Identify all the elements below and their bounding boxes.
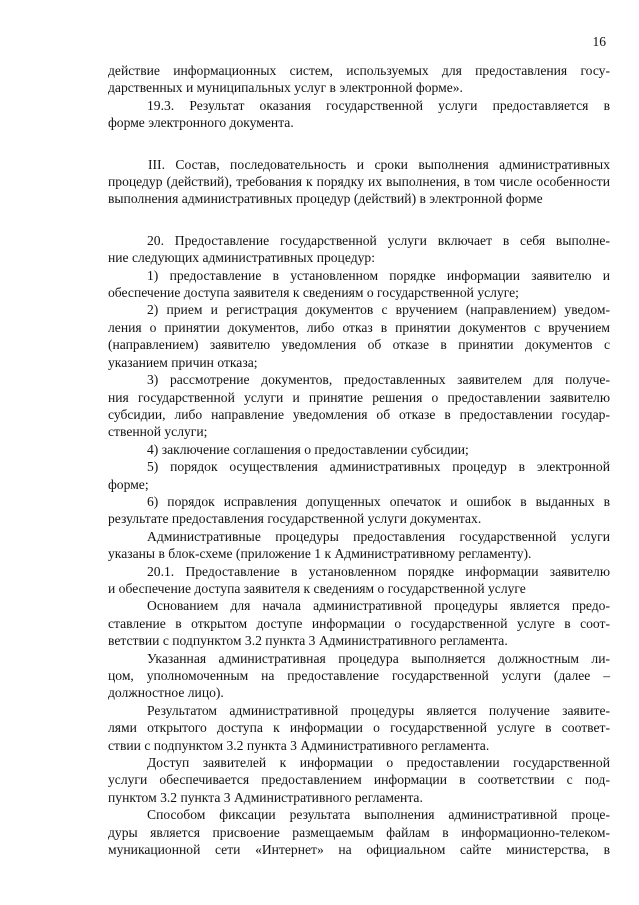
text-line: 4) заключение соглашения о предоставлении субсидии; [147,441,469,457]
text-line: указаны в блок-схеме (приложение 1 к Административному регламенту). [108,546,532,562]
text-line: результате предоставления государственной услуги документах. [108,511,482,527]
text-line: ставление в открытом доступе информации о государственной услуге в соот- [108,615,610,631]
text-line: Результатом административной процедуры является получение заявите- [147,702,610,718]
text-line: 3) рассмотрение документов, предоставленных заявителем для получе- [147,372,610,388]
text-line: и обеспечение доступа заявителя к сведениям о государственной услуге [108,580,526,596]
text-line: цом, уполномоченным на предоставление государственной услуги (далее – [108,668,610,683]
text-line: ветствии с подпунктом 3.2 пункта 3 Административного регламента. [108,633,508,649]
document-body [108,62,610,858]
text-line: ние следующих административных процедур: [108,250,375,266]
text-line: лями открытого доступа к информации о государственной услуге в соответ- [108,720,610,736]
text-line: Доступ заявителей к информации о предоставлении государственной [147,755,610,771]
text-line: ния государственной услуги и принятие решения о предоставлении заявителю [108,389,610,405]
text-line: муникационной сети «Интернет» на официальном сайте министерства, в [108,842,610,858]
text-line: дуры является присвоение размещаемым файлам в информационно-телеком- [108,824,610,840]
text-line: обеспечение доступа заявителя к сведениям о государственной услуге; [108,285,519,301]
text-line: 2) прием и регистрация документов с вручением (направлением) уведом- [147,302,610,318]
text-line: III. Состав, последовательность и сроки выполнения административных процедур (действий), требования к порядку их выполнения, в том числе особенности выполнения административных процедур (действий) в электронной форме [108,156,610,207]
text-line: ления о принятии документов, либо отказ в принятии документов с вручением [108,319,610,335]
text-line: действие информационных систем, используемых для предоставления госу- [108,63,610,78]
text-line: 20. Предоставление государственной услуги включает в себя выполне- [147,232,610,248]
text-line: 6) порядок исправления допущенных опечаток и ошибок в выданных в [147,493,610,509]
text-line: (направлением) заявителю уведомления об отказе в принятии документов с [108,337,610,353]
page-number: 16 [592,34,606,49]
text-line: форме электронного документа. [108,115,294,131]
text-line: 19.3. Результат оказания государственной услуги предоставляется в [147,97,610,113]
text-line: Основанием для начала административной процедуры является предо- [147,598,610,614]
text-line: ствии с подпунктом 3.2 пункта 3 Административного регламента. [108,737,490,753]
text-line: дарственных и муниципальных услуг в электронной форме». [108,80,463,96]
text-line: форме; [108,476,149,492]
text-line: 20.1. Предоставление в установленном порядке информации заявителю [147,563,610,579]
text-line: пунктом 3.2 пункта 3 Административного регламента. [108,789,423,805]
text-line: 1) предоставление в установленном порядке информации заявителю и [147,267,610,283]
text-line: Указанная административная процедура выполняется должностным ли- [147,650,610,666]
text-line: должностное лицо). [108,685,224,701]
text-line: указанием причин отказа; [108,354,258,370]
text-line: 5) порядок осуществления административных процедур в электронной [147,459,610,475]
text-line: ственной услуги; [108,424,208,440]
text-line: Административные процедуры предоставления государственной услуги [147,528,610,544]
text-line: услуги обеспечивается предоставлением информации в соответствии с под- [108,772,610,788]
text-line: Способом фиксации результата выполнения административной проце- [147,807,610,823]
text-line: субсидии, либо направление уведомления об отказе в предоставлении государ- [108,406,610,422]
